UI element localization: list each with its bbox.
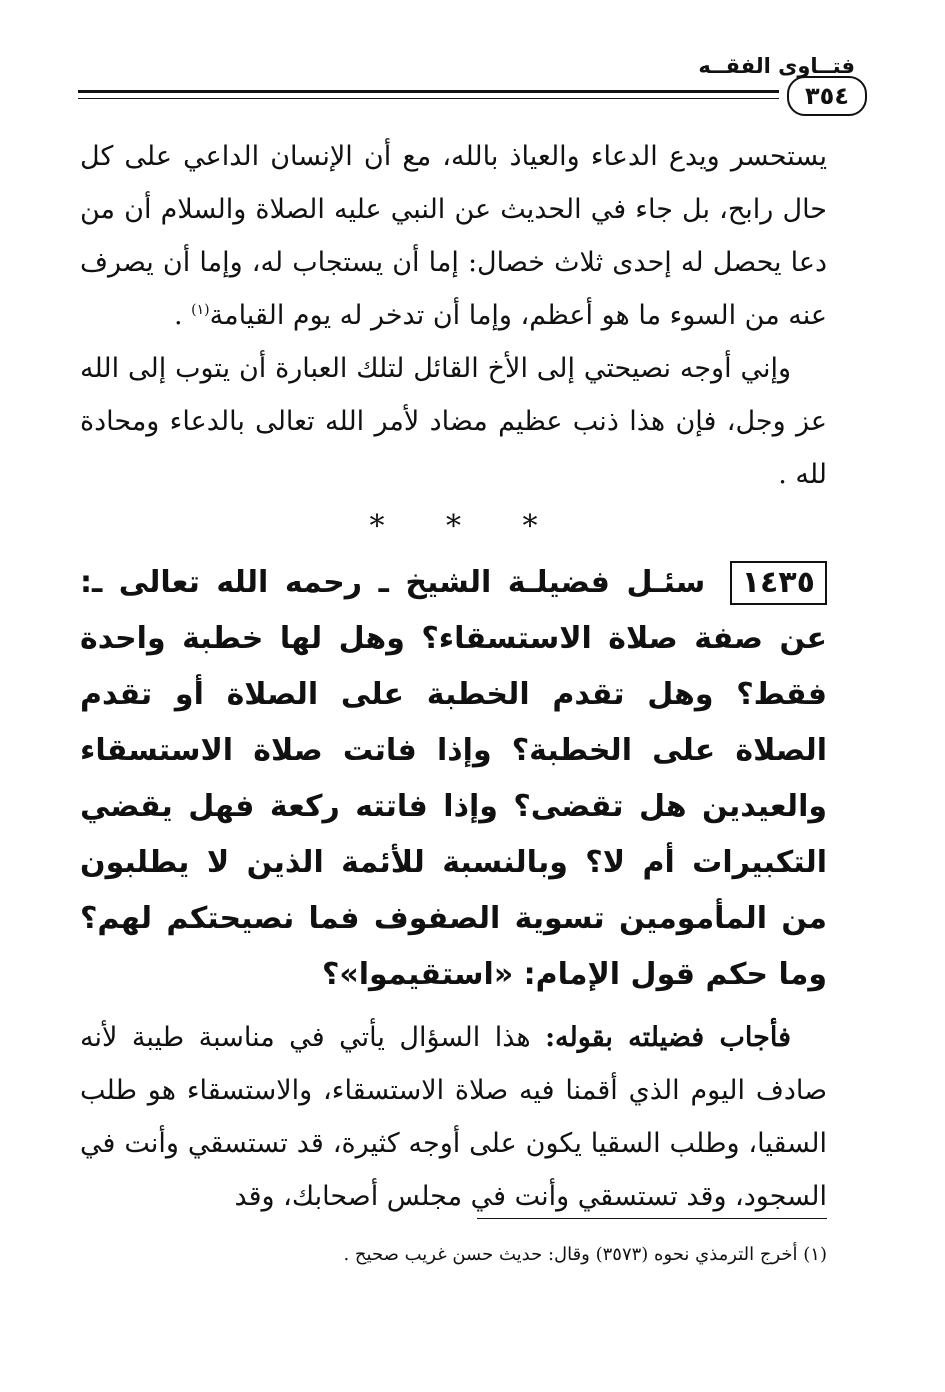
question-block <box>80 555 827 1003</box>
answer-block <box>80 1011 827 1223</box>
paragraph-1-text: يستحسر ويدع الدعاء والعياذ بالله، مع أن الإنسان الداعي على كل حال رابح، بل جاء في الحديث عن النبي عليه الصلاة والسلام أن من دعا يحصل له إحدى ثلاث خصال: إما أن يستجاب له، وإما أن يصرف عنه من السوء ما هو أعظم، وإما أن تدخر له يوم القيامة <box>80 141 827 331</box>
paragraph-2: وإني أوجه نصيحتي إلى الأخ القائل لتلك العبارة أن يتوب إلى الله عز وجل، فإن هذا ذنب عظيم مضاد لأمر الله تعالى بالدعاء ومحادة لله . <box>80 353 827 490</box>
answer-lead: فأجاب فضيلته بقوله: <box>545 1022 791 1053</box>
footnote-reference: (١) <box>191 302 210 318</box>
question-number: ١٤٣٥ <box>730 561 827 605</box>
running-title: فتــاوى الفقــه <box>698 54 855 78</box>
header-rule <box>78 90 779 93</box>
header-rule-thin <box>78 98 779 99</box>
page-number: ٣٥٤ <box>787 76 867 116</box>
page-header <box>70 46 867 116</box>
answer-text: هذا السؤال يأتي في مناسبة طيبة لأنه صادف اليوم الذي أقمنا فيه صلاة الاستسقاء، والاستسقاء هو طلب السقيا، وطلب السقيا يكون على أوجه كثيرة، قد تستسقي وأنت في السجود، وقد تستسقي وأنت في مجلس أصحابك، وقد <box>80 1022 827 1212</box>
paragraph-1-end: . <box>174 300 192 331</box>
section-separator: * * * <box>369 509 564 544</box>
footnote-rule <box>477 1218 827 1219</box>
page-content <box>80 130 827 1223</box>
footnote: (١) أخرج الترمذي نحوه (٣٥٧٣) وقال: حديث حسن غريب صحيح . <box>343 1244 827 1265</box>
paragraph-1 <box>80 130 827 342</box>
question-text: سئـل فضيلـة الشيخ ـ رحمه الله تعالى ـ: عن صفة صلاة الاستسقاء؟ وهل لها خطبة واحدة فقط؟ وهل تقدم الخطبة على الصلاة أو تقدم الصلاة على الخطبة؟ وإذا فاتت صلاة الاستسقاء والعيدين هل تقضى؟ وإذا فاتته ركعة فهل يقضي التكبيرات أم لا؟ وبالنسبة للأئمة الذين لا يطلبون من المأمومين تسوية الصفوف فما نصيحتكم لهم؟ وما حكم قول الإمام: «استقيموا»؟ <box>80 565 827 992</box>
